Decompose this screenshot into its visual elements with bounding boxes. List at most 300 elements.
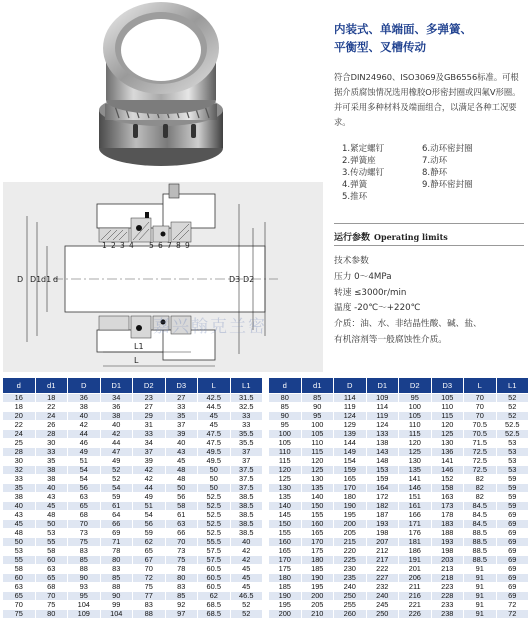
table-cell: 195 — [301, 583, 334, 592]
table-cell: 46.5 — [230, 592, 263, 601]
table-cell: 95 — [399, 394, 432, 403]
table-cell: 166 — [399, 511, 432, 520]
table-cell: 49 — [100, 457, 133, 466]
table-cell: 200 — [301, 592, 334, 601]
table-cell: 60.5 — [198, 583, 231, 592]
table-cell: 206 — [399, 574, 432, 583]
table-cell: 45 — [230, 565, 263, 574]
limits-line: 介质：油、水、非结晶性酸、碱、盐、 — [334, 319, 482, 330]
table-cell: 91 — [464, 601, 497, 610]
table-cell: 83 — [133, 601, 166, 610]
table-cell: 69 — [496, 574, 529, 583]
table-row — [269, 412, 529, 421]
table-cell: 38.5 — [230, 529, 263, 538]
table-row — [3, 502, 263, 511]
table-cell: 83 — [100, 565, 133, 574]
table-cell: 46 — [68, 439, 101, 448]
table-cell: 125 — [301, 466, 334, 475]
table-cell: 238 — [431, 610, 464, 619]
table-cell: 24 — [35, 412, 68, 421]
table-cell: 30 — [35, 439, 68, 448]
table-row — [3, 574, 263, 583]
table-cell: 158 — [431, 484, 464, 493]
table-cell: 43 — [3, 511, 36, 520]
table-row — [269, 511, 529, 520]
table-row — [3, 565, 263, 574]
column-header-D3: D3 — [431, 378, 464, 394]
table-cell: 69 — [496, 520, 529, 529]
table-cell: 69 — [100, 529, 133, 538]
table-cell: 88 — [100, 583, 133, 592]
table-cell: 45 — [165, 457, 198, 466]
part-item: 6.动环密封圈 — [422, 144, 473, 154]
table-cell: 100 — [301, 421, 334, 430]
table-header-row — [3, 378, 263, 394]
section-divider — [334, 245, 524, 246]
table-cell: 240 — [366, 592, 399, 601]
table-cell: 65 — [3, 592, 36, 601]
table-cell: 39 — [165, 430, 198, 439]
table-cell: 130 — [431, 439, 464, 448]
table-cell: 124 — [334, 412, 367, 421]
table-cell: 49.5 — [198, 448, 231, 457]
table-cell: 44 — [133, 484, 166, 493]
table-cell: 45 — [230, 574, 263, 583]
table-cell: 45 — [35, 502, 68, 511]
table-cell: 120 — [301, 457, 334, 466]
table-cell: 159 — [334, 466, 367, 475]
table-cell: 34 — [100, 394, 133, 403]
table-cell: 165 — [269, 547, 302, 556]
dim-label-d: d — [53, 275, 59, 284]
table-cell: 52 — [496, 412, 529, 421]
limits-line: 压力 0～4MPa — [334, 271, 392, 282]
table-cell: 60.5 — [198, 565, 231, 574]
table-cell: 56 — [133, 520, 166, 529]
parts-list-left — [342, 143, 384, 203]
table-cell: 105 — [301, 430, 334, 439]
table-cell: 145 — [269, 511, 302, 520]
table-cell: 55 — [3, 556, 36, 565]
product-intro: 符合DIN24960、ISO3069及GB6556标准。可根据介质腐蚀情况选用橡胶O形密封圈或四氟V形圈。并可采用多种材料及端面组合，以满足各种工况要求。 — [334, 72, 521, 127]
table-row — [269, 547, 529, 556]
table-cell: 109 — [68, 610, 101, 619]
table-cell: 38 — [100, 412, 133, 421]
table-cell: 23 — [133, 394, 166, 403]
table-row — [3, 475, 263, 484]
table-cell: 25 — [3, 439, 36, 448]
table-cell: 42 — [100, 430, 133, 439]
table-cell: 53 — [35, 529, 68, 538]
table-cell: 58 — [165, 502, 198, 511]
table-row — [269, 466, 529, 475]
dimension-table-left — [2, 377, 263, 619]
table-row — [269, 457, 529, 466]
table-cell: 91 — [464, 610, 497, 619]
table-cell: 223 — [431, 583, 464, 592]
table-cell: 104 — [100, 610, 133, 619]
table-cell: 211 — [399, 583, 432, 592]
table-cell: 42 — [230, 556, 263, 565]
table-cell: 198 — [366, 529, 399, 538]
table-cell: 73 — [68, 529, 101, 538]
table-cell: 130 — [301, 475, 334, 484]
table-cell: 47.5 — [198, 430, 231, 439]
table-cell: 125 — [431, 430, 464, 439]
table-cell: 183 — [431, 520, 464, 529]
table-cell: 83 — [165, 583, 198, 592]
table-cell: 70.5 — [464, 430, 497, 439]
table-cell: 66 — [100, 520, 133, 529]
part-number-3: 3 — [120, 241, 125, 250]
table-cell: 245 — [366, 601, 399, 610]
table-cell: 50 — [35, 520, 68, 529]
dim-label-L1: L1 — [134, 342, 144, 351]
table-cell: 70 — [133, 565, 166, 574]
table-cell: 225 — [334, 556, 367, 565]
table-cell: 35.5 — [230, 439, 263, 448]
table-cell: 65 — [133, 547, 166, 556]
table-cell: 52.5 — [496, 421, 529, 430]
table-cell: 91 — [464, 574, 497, 583]
table-cell: 42 — [68, 421, 101, 430]
table-cell: 44 — [68, 430, 101, 439]
column-header-L: L — [464, 378, 497, 394]
table-cell: 153 — [366, 466, 399, 475]
table-cell: 37 — [230, 457, 263, 466]
part-number-7: 7 — [167, 241, 172, 250]
table-row — [269, 538, 529, 547]
table-cell: 69 — [496, 511, 529, 520]
part-item: 4.弹簧 — [342, 180, 368, 190]
table-cell: 33 — [230, 412, 263, 421]
table-cell: 50 — [3, 538, 36, 547]
table-cell: 150 — [269, 520, 302, 529]
table-cell: 135 — [399, 466, 432, 475]
table-cell: 70 — [35, 592, 68, 601]
table-cell: 148 — [366, 457, 399, 466]
table-cell: 191 — [399, 556, 432, 565]
table-cell: 59 — [496, 493, 529, 502]
table-cell: 71.5 — [464, 439, 497, 448]
table-cell: 181 — [399, 538, 432, 547]
table-row — [3, 556, 263, 565]
table-row — [3, 592, 263, 601]
column-header-D1: D1 — [366, 378, 399, 394]
table-cell: 195 — [334, 511, 367, 520]
table-cell: 49.5 — [198, 457, 231, 466]
table-cell: 18 — [35, 394, 68, 403]
table-cell: 52 — [496, 403, 529, 412]
table-cell: 55.5 — [198, 538, 231, 547]
table-cell: 49 — [133, 493, 166, 502]
table-cell: 68.5 — [198, 610, 231, 619]
table-cell: 59 — [100, 493, 133, 502]
table-cell: 52.5 — [198, 529, 231, 538]
dim-label-D1: D1 — [30, 275, 42, 284]
table-cell: 135 — [301, 484, 334, 493]
table-cell: 48 — [3, 529, 36, 538]
table-row — [3, 529, 263, 538]
table-cell: 72 — [496, 610, 529, 619]
table-cell: 32.5 — [230, 403, 263, 412]
table-cell: 136 — [431, 448, 464, 457]
table-cell: 115 — [301, 448, 334, 457]
table-cell: 57.5 — [198, 556, 231, 565]
table-cell: 195 — [269, 601, 302, 610]
parts-list-right — [422, 143, 473, 191]
table-cell: 207 — [366, 538, 399, 547]
column-header-D1: D1 — [100, 378, 133, 394]
table-cell: 43 — [35, 493, 68, 502]
table-cell: 213 — [431, 565, 464, 574]
table-cell: 52 — [230, 601, 263, 610]
table-cell: 90 — [68, 574, 101, 583]
table-row — [3, 538, 263, 547]
column-header-L1: L1 — [496, 378, 529, 394]
table-cell: 59 — [496, 475, 529, 484]
table-cell: 160 — [269, 538, 302, 547]
table-cell: 175 — [269, 565, 302, 574]
table-cell: 70 — [165, 538, 198, 547]
table-cell: 26 — [35, 421, 68, 430]
table-row — [3, 547, 263, 556]
table-cell: 163 — [431, 493, 464, 502]
table-row — [3, 412, 263, 421]
table-cell: 49 — [68, 448, 101, 457]
table-cell: 200 — [334, 520, 367, 529]
table-cell: 56 — [165, 493, 198, 502]
column-header-d1: d1 — [35, 378, 68, 394]
table-cell: 255 — [334, 601, 367, 610]
table-cell: 139 — [334, 430, 367, 439]
dim-label-L: L — [134, 356, 139, 365]
table-cell: 60.5 — [198, 574, 231, 583]
table-cell: 218 — [431, 574, 464, 583]
table-cell: 69 — [496, 547, 529, 556]
table-cell: 175 — [301, 547, 334, 556]
table-cell: 77 — [133, 592, 166, 601]
table-cell: 91 — [464, 565, 497, 574]
table-cell: 88.5 — [464, 556, 497, 565]
table-cell: 88.5 — [464, 538, 497, 547]
table-cell: 93 — [68, 583, 101, 592]
part-number-2: 2 — [111, 241, 116, 250]
table-cell: 31.5 — [230, 394, 263, 403]
table-cell: 230 — [334, 565, 367, 574]
table-cell: 43 — [165, 448, 198, 457]
table-cell: 33 — [35, 448, 68, 457]
table-cell: 227 — [366, 574, 399, 583]
table-cell: 198 — [431, 547, 464, 556]
table-cell: 146 — [431, 466, 464, 475]
table-cell: 34 — [133, 439, 166, 448]
table-cell: 114 — [366, 403, 399, 412]
table-cell: 58 — [35, 547, 68, 556]
table-cell: 84.5 — [464, 520, 497, 529]
table-cell: 69 — [496, 529, 529, 538]
table-cell: 95 — [68, 592, 101, 601]
table-cell: 82 — [464, 493, 497, 502]
table-row — [3, 610, 263, 619]
table-cell: 228 — [431, 592, 464, 601]
table-cell: 63 — [3, 583, 36, 592]
table-cell: 35.5 — [230, 430, 263, 439]
table-cell: 38 — [3, 493, 36, 502]
part-item: 7.动环 — [422, 156, 448, 166]
part-number-9: 9 — [185, 241, 190, 250]
table-cell: 120 — [269, 466, 302, 475]
column-header-d1: d1 — [301, 378, 334, 394]
table-cell: 115 — [431, 412, 464, 421]
table-cell: 97 — [165, 610, 198, 619]
table-cell: 201 — [399, 565, 432, 574]
table-cell: 88 — [133, 610, 166, 619]
table-row — [269, 601, 529, 610]
table-cell: 72.5 — [464, 448, 497, 457]
table-cell: 165 — [301, 529, 334, 538]
table-cell: 80 — [100, 556, 133, 565]
table-cell: 40 — [230, 538, 263, 547]
table-row — [269, 529, 529, 538]
table-cell: 130 — [399, 457, 432, 466]
table-cell: 205 — [334, 529, 367, 538]
table-cell: 27 — [165, 394, 198, 403]
table-row — [269, 421, 529, 430]
table-cell: 75 — [165, 556, 198, 565]
table-cell: 59 — [133, 529, 166, 538]
table-cell: 173 — [431, 502, 464, 511]
table-cell: 42 — [133, 466, 166, 475]
table-cell: 28 — [3, 448, 36, 457]
table-cell: 63 — [35, 565, 68, 574]
table-cell: 37 — [230, 448, 263, 457]
table-cell: 135 — [269, 493, 302, 502]
table-cell: 90 — [100, 592, 133, 601]
table-cell: 144 — [334, 439, 367, 448]
part-item: 9.静环密封圈 — [422, 180, 473, 190]
table-cell: 53 — [496, 457, 529, 466]
table-cell: 180 — [334, 493, 367, 502]
table-cell: 188 — [431, 529, 464, 538]
table-row — [269, 394, 529, 403]
table-cell: 50 — [198, 484, 231, 493]
table-cell: 217 — [366, 556, 399, 565]
table-cell: 51 — [133, 502, 166, 511]
table-row — [3, 457, 263, 466]
table-cell: 133 — [366, 430, 399, 439]
table-cell: 152 — [431, 475, 464, 484]
table-cell: 37.5 — [230, 484, 263, 493]
table-cell: 205 — [301, 601, 334, 610]
table-cell: 187 — [366, 511, 399, 520]
table-cell: 99 — [100, 601, 133, 610]
table-cell: 37.5 — [230, 466, 263, 475]
table-cell: 58 — [3, 565, 36, 574]
table-cell: 221 — [399, 601, 432, 610]
table-row — [3, 421, 263, 430]
table-cell: 53 — [3, 547, 36, 556]
table-cell: 52.5 — [198, 520, 231, 529]
table-cell: 48 — [165, 475, 198, 484]
dim-label-D3: D3 — [229, 275, 241, 284]
limits-line: 有机溶剂等一般腐蚀性介质。 — [334, 334, 447, 345]
table-cell: 48 — [165, 466, 198, 475]
table-cell: 220 — [334, 547, 367, 556]
table-cell: 65 — [35, 574, 68, 583]
part-number-8: 8 — [176, 241, 181, 250]
table-cell: 57.5 — [198, 547, 231, 556]
table-cell: 215 — [334, 538, 367, 547]
table-row — [269, 565, 529, 574]
table-cell: 69 — [496, 583, 529, 592]
table-cell: 125 — [269, 475, 302, 484]
table-cell: 27 — [133, 403, 166, 412]
table-cell: 28 — [35, 430, 68, 439]
table-cell: 24 — [3, 430, 36, 439]
table-cell: 155 — [301, 511, 334, 520]
column-header-D: D — [68, 378, 101, 394]
table-cell: 140 — [269, 502, 302, 511]
operating-limits-text — [334, 254, 526, 349]
table-cell: 161 — [399, 502, 432, 511]
table-cell: 66 — [165, 529, 198, 538]
table-cell: 104 — [68, 601, 101, 610]
table-row — [269, 430, 529, 439]
table-cell: 83 — [68, 547, 101, 556]
table-cell: 51 — [68, 457, 101, 466]
table-cell: 38.5 — [230, 520, 263, 529]
part-item: 1.紧定螺钉 — [342, 144, 385, 154]
table-cell: 170 — [269, 556, 302, 565]
table-row — [3, 403, 263, 412]
table-cell: 40 — [68, 412, 101, 421]
table-cell: 182 — [366, 502, 399, 511]
column-header-d: d — [3, 378, 36, 394]
part-number-1: 1 — [102, 241, 107, 250]
table-cell: 120 — [399, 439, 432, 448]
table-cell: 52.5 — [198, 493, 231, 502]
table-cell: 20 — [3, 412, 36, 421]
table-row — [269, 556, 529, 565]
table-cell: 82 — [464, 484, 497, 493]
table-cell: 52 — [496, 394, 529, 403]
table-cell: 30 — [3, 457, 36, 466]
table-cell: 110 — [399, 421, 432, 430]
table-cell: 185 — [269, 583, 302, 592]
table-cell: 193 — [366, 520, 399, 529]
column-header-d: d — [269, 378, 302, 394]
table-cell: 69 — [496, 592, 529, 601]
table-cell: 85 — [100, 574, 133, 583]
table-cell: 250 — [334, 592, 367, 601]
part-number-5: 5 — [149, 241, 154, 250]
table-cell: 38 — [68, 403, 101, 412]
table-cell: 170 — [301, 538, 334, 547]
table-cell: 75 — [35, 601, 68, 610]
table-cell: 70 — [3, 601, 36, 610]
table-cell: 72.5 — [464, 466, 497, 475]
table-cell: 38.5 — [230, 502, 263, 511]
table-cell: 141 — [431, 457, 464, 466]
table-cell: 151 — [399, 493, 432, 502]
table-cell: 36 — [100, 403, 133, 412]
table-row — [269, 520, 529, 529]
table-cell: 235 — [334, 574, 367, 583]
table-cell: 42 — [133, 475, 166, 484]
table-row — [3, 394, 263, 403]
table-cell: 232 — [366, 583, 399, 592]
